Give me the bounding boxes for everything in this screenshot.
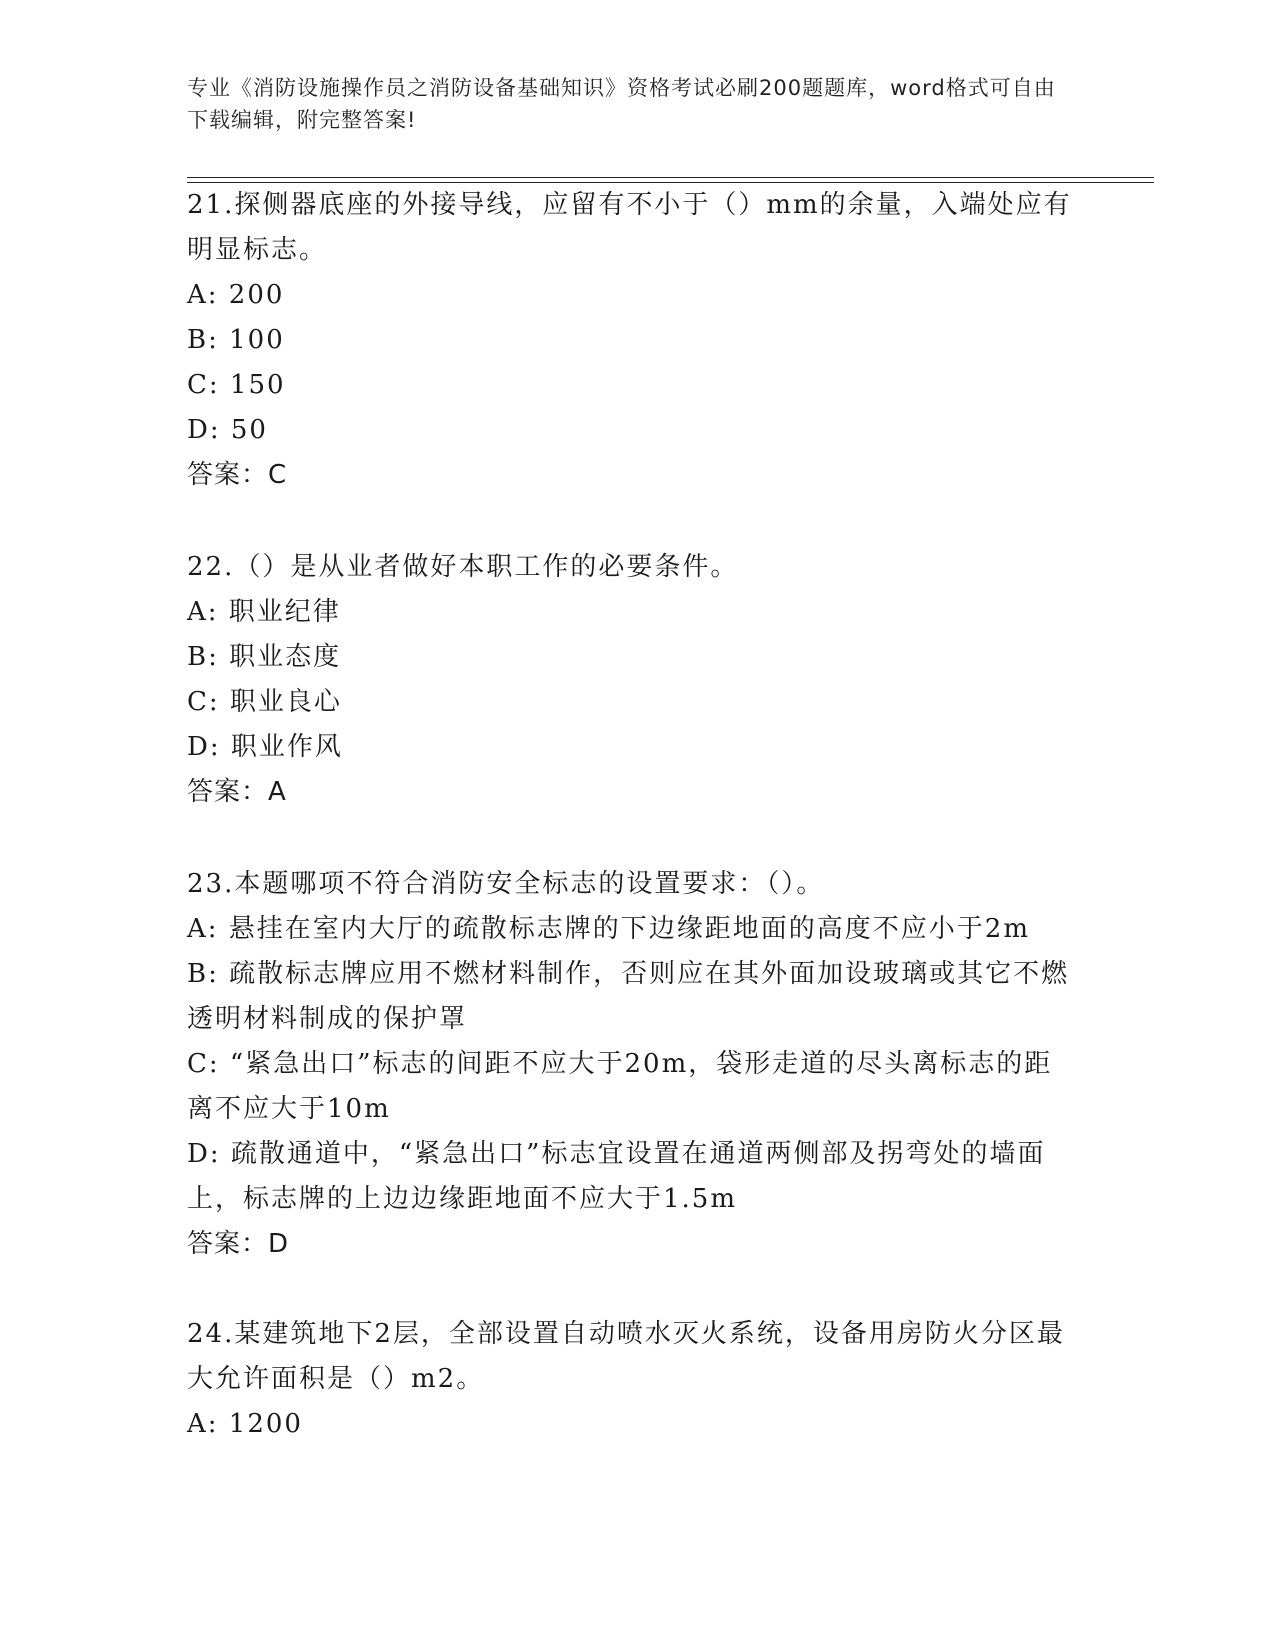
option-b: B: 职业态度 [187, 642, 342, 672]
answer: 答案：A [187, 777, 287, 807]
option-c: C: 150 [187, 370, 286, 400]
question-23 [187, 862, 1077, 1267]
question-24 [187, 1312, 1077, 1447]
header-divider-top [187, 177, 1154, 178]
option-d: D: 50 [187, 415, 268, 445]
question-21 [187, 183, 1077, 498]
option-a: A: 职业纪律 [187, 597, 341, 627]
option-a: A: 200 [187, 280, 285, 310]
option-b: B: 疏散标志牌应用不燃材料制作，否则应在其外面加设玻璃或其它不燃透明材料制成的保护罩 [187, 959, 1070, 1034]
answer: 答案：C [187, 460, 288, 490]
question-stem: 21.探侧器底座的外接导线，应留有不小于（）mm的余量，入端处应有明显标志。 [187, 190, 1072, 265]
answer: 答案：D [187, 1229, 290, 1259]
document-header: 专业《消防设施操作员之消防设备基础知识》资格考试必刷200题题库，word格式可自由下载编辑，附完整答案! [187, 76, 1056, 132]
option-a: A: 1200 [187, 1409, 303, 1439]
option-a: A: 悬挂在室内大厅的疏散标志牌的下边缘距地面的高度不应小于2m [187, 914, 1030, 944]
question-stem: 24.某建筑地下2层，全部设置自动喷水灭火系统，设备用房防火分区最大允许面积是（）m2。 [187, 1319, 1065, 1394]
question-stem: 22.（）是从业者做好本职工作的必要条件。 [187, 552, 739, 582]
option-c: C: “紧急出口”标志的间距不应大于20m，袋形走道的尽头离标志的距离不应大于10m [187, 1049, 1053, 1124]
option-b: B: 100 [187, 325, 285, 355]
option-d: D: 职业作风 [187, 732, 343, 762]
option-c: C: 职业良心 [187, 687, 342, 717]
question-stem: 23.本题哪项不符合消防安全标志的设置要求：（）。 [187, 869, 825, 899]
option-d: D: 疏散通道中，“紧急出口”标志宜设置在通道两侧部及拐弯处的墙面上，标志牌的上边边缘距地面不应大于1.5m [187, 1139, 1046, 1214]
question-22 [187, 545, 1077, 815]
